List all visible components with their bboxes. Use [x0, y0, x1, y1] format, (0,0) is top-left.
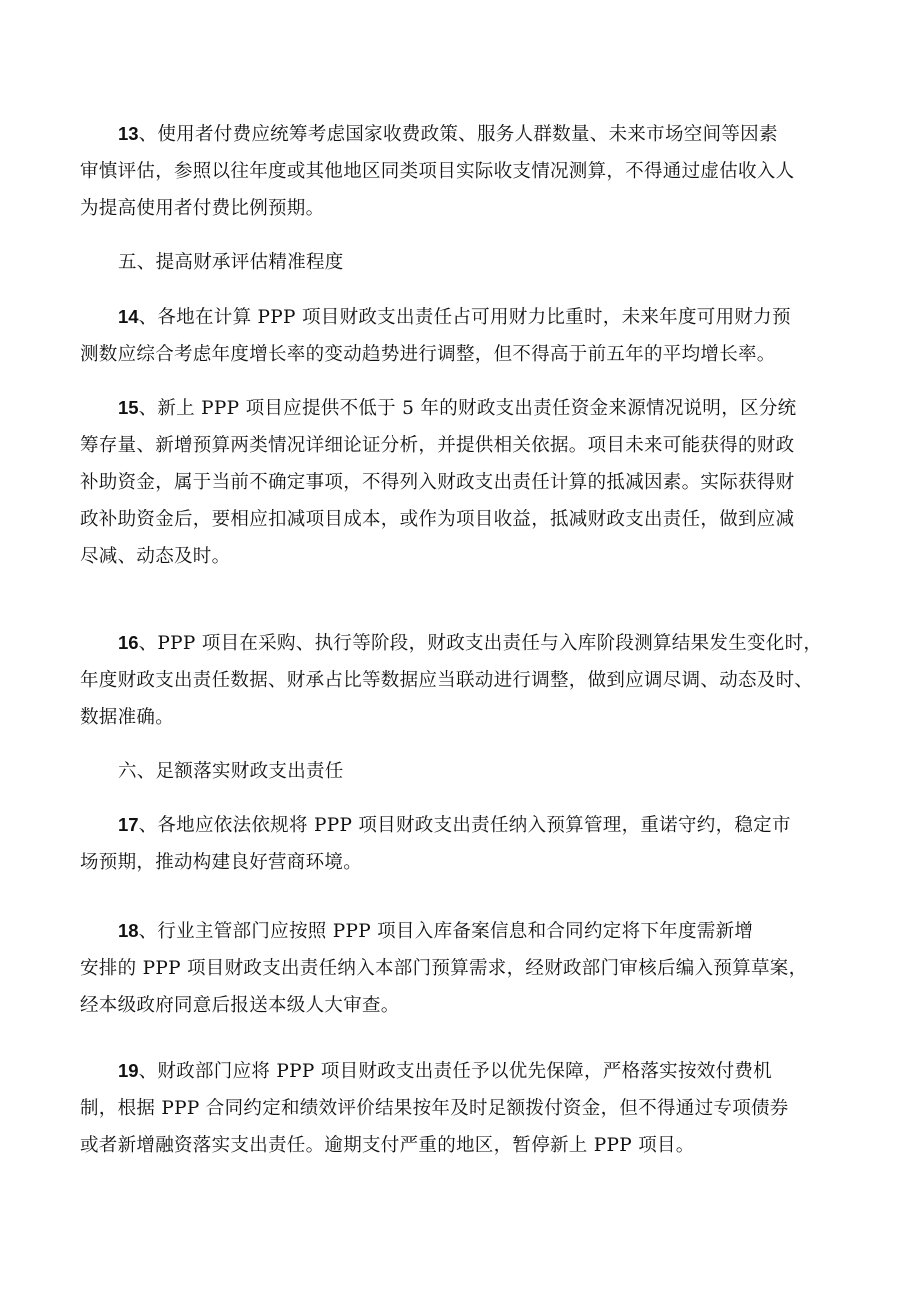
item-number: 19	[118, 1060, 139, 1081]
paragraph-text: 、各地在计算 PPP 项目财政支出责任占可用财力比重时，未来年度可用财力预	[138, 307, 791, 328]
paragraph-line	[80, 1052, 850, 1090]
section-heading: 五、提高财承评估精准程度	[118, 252, 344, 273]
paragraph-text: 、新上 PPP 项目应提供不低于 5 年的财政支出责任资金来源情况说明，区分统	[138, 398, 797, 419]
paragraph-text: 、行业主管部门应按照 PPP 项目入库备案信息和合同约定将下年度需新增	[138, 921, 754, 942]
paragraph-line: 安排的 PPP 项目财政支出责任纳入本部门预算需求，经财政部门审核后编入预算草案，	[80, 958, 808, 979]
item-number: 16	[118, 632, 139, 653]
paragraph-text: 、PPP 项目在采购、执行等阶段，财政支出责任与入库阶段测算结果发生变化时，	[138, 633, 823, 654]
paragraph-line	[80, 389, 850, 427]
paragraph-line: 场预期，推动构建良好营商环境。	[80, 852, 363, 873]
paragraph-line	[80, 806, 850, 844]
paragraph-item-18	[80, 912, 850, 1024]
paragraph-text: 、财政部门应将 PPP 项目财政支出责任予以优先保障，严格落实按效付费机	[138, 1061, 772, 1082]
paragraph-line: 测数应综合考虑年度增长率的变动趋势进行调整，但不得高于前五年的平均增长率。	[80, 344, 776, 365]
paragraph-line: 尽减、动态及时。	[80, 546, 231, 567]
paragraph-line: 制，根据 PPP 合同约定和绩效评价结果按年及时足额拨付资金，但不得通过专项债券	[80, 1098, 789, 1119]
paragraph-item-19	[80, 1052, 850, 1164]
paragraph-item-14	[80, 298, 850, 373]
paragraph-line	[80, 115, 850, 153]
item-number: 18	[118, 920, 139, 941]
paragraph-line	[80, 624, 850, 662]
paragraph-item-17	[80, 806, 850, 881]
paragraph-line	[80, 912, 850, 950]
paragraph-item-13	[80, 115, 850, 227]
paragraph-item-16	[80, 624, 850, 736]
paragraph-text: 、使用者付费应统筹考虑国家收费政策、服务人群数量、未来市场空间等因素	[138, 124, 778, 145]
paragraph-line: 补助资金，属于当前不确定事项，不得列入财政支出责任计算的抵减因素。实际获得财	[80, 472, 795, 493]
section-heading: 六、足额落实财政支出责任	[118, 761, 344, 782]
paragraph-line: 审慎评估，参照以往年度或其他地区同类项目实际收支情况测算，不得通过虚估收入人	[80, 161, 795, 182]
item-number: 17	[118, 814, 139, 835]
paragraph-text: 、各地应依法依规将 PPP 项目财政支出责任纳入预算管理，重诺守约，稳定市	[138, 815, 791, 836]
paragraph-line: 筹存量、新增预算两类情况详细论证分析，并提供相关依据。项目未来可能获得的财政	[80, 435, 795, 456]
paragraph-line: 政补助资金后，要相应扣减项目成本，或作为项目收益，抵减财政支出责任，做到应减	[80, 509, 795, 530]
item-number: 13	[118, 123, 139, 144]
paragraph-line: 数据准确。	[80, 707, 175, 728]
paragraph-item-15	[80, 389, 850, 575]
item-number: 15	[118, 397, 139, 418]
paragraph-line: 为提高使用者付费比例预期。	[80, 198, 325, 219]
paragraph-line: 经本级政府同意后报送本级人大审查。	[80, 995, 400, 1016]
paragraph-line: 或者新增融资落实支出责任。逾期支付严重的地区，暂停新上 PPP 项目。	[80, 1135, 695, 1156]
paragraph-line	[80, 298, 850, 336]
paragraph-line: 年度财政支出责任数据、财承占比等数据应当联动进行调整，做到应调尽调、动态及时、	[80, 670, 814, 691]
item-number: 14	[118, 306, 139, 327]
